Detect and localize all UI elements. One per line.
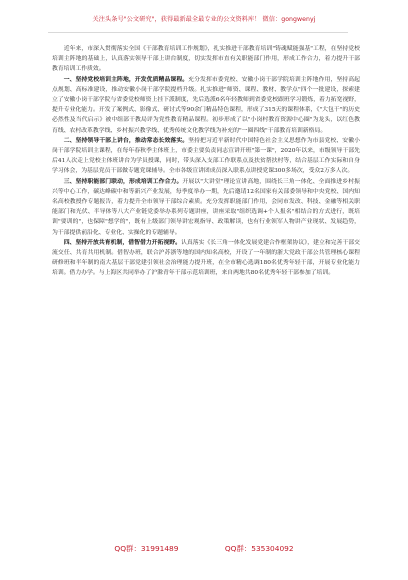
section-heading: 三、坚持职能部门联动，形成培训工作合力。 bbox=[63, 178, 183, 185]
header-divider bbox=[48, 32, 348, 33]
footer-contacts bbox=[0, 543, 408, 554]
footer-qq-group-1: QQ群：31991489 bbox=[114, 544, 179, 553]
paragraph-text: 开展以"大讲堂"理论宣讲高地，围绕长三角一体化、全面推进乡村振兴等中心工作，碳达峰碳中和等新兴产业发展，每季度举办一期，先后邀请12名国家有关部委领导和中央党校、国内知名高校教授作专题报告，着力提升全市领导干部综合素质。充分发挥职能部门作用，会同市发改、科技、金融等相关职能部门和光伏、半导体等八大产业链党委举办系列专题讲座，讲座采取"组织选调+个人报名"相结合的方式进行，既培训"要训的"，也保障"想学的"，既有上级部门领导讲宏观指导、政策解读，也有行业领军人物讲产业现状、发展趋势，为干部提供前沿化、专业化、实操化的专题辅导。 bbox=[52, 178, 361, 236]
paragraph-text: 坚持把习近平新时代中国特色社会主义思想作为市县党校、安徽小岗干部学院培训主课程，在每年春秋季主体班上，市委主要负责同志宣讲开班"第一课"，2020年以来，市级领导干部先后41人次走上党校主体班讲台为学员授课，同时，带头深入支部工作联系点及扶贫帮扶村等，结合基层工作实际和自身学习体会，为基层党员干部做专题党课辅导。全市各级宣讲团成员深入联系点讲授党课300多场次，受众2万多人次。 bbox=[52, 137, 360, 175]
paragraph-section-4 bbox=[52, 238, 360, 279]
paragraph-text: 充分发挥市委党校、安徽小岗干部学院培训主阵地作用，坚持高起点规划、高标准建设，推动安徽小岗干部学院提档升级。扎实推进"师资、课程、教材、教学点"四个一批建设，探索建立了安徽小岗干部学院与省委党校师资上挂下派制度，先后选派6名年轻教师到省委党校跟班学习锻炼，着力拓宽视野，提升专业化能力。开发了案例式、影像式、研讨式等90余门精品特色课程，形成了315天的课程体系，《"大包干"的历史必然性及当代启示》被中组部干教局评为党性教育精品课程。初步形成了以"小岗村教育资源中心圈"为龙头，以红色教育线、农村改革教学线、乡村振兴教学线、优秀传统文化教学线为补充的"一圈四线"干部教育培训新格局。 bbox=[52, 76, 360, 134]
paragraph-section-2 bbox=[52, 136, 360, 177]
paragraph-intro bbox=[52, 44, 360, 75]
section-heading: 二、坚持领导干部上讲台，推动常态长效落实。 bbox=[63, 137, 189, 144]
document-body bbox=[52, 44, 360, 279]
footer-qq-group-2: QQ群：535304092 bbox=[224, 544, 294, 553]
section-heading: 一、坚持党校培训主阵地，开发优质精品课程。 bbox=[63, 76, 189, 83]
header-banner: 关注头条号"公文研究"，获得最新最全最专业的公文资料库！ 微信：gongwenyj bbox=[92, 16, 316, 23]
paragraph-section-3 bbox=[52, 177, 360, 238]
section-heading: 四、坚持开放共育机制，借智借力开拓视野。 bbox=[63, 239, 182, 246]
paragraph-text: 近年来，市深入贯彻落实全国《干部教育培训工作规划》，扎实推进干部教育培训"铸魂赋能强基"工程，在坚持党校培训主阵地的基础上，认真落实领导干部上讲台制度，切实发挥市直有关职能部门作用，形成工作合力，着力提升干部教育培训工作质效。 bbox=[52, 46, 360, 73]
paragraph-text: 认真落实《长三角一体化发展党建合作框架协议》，建立和完善干部交流交任、共育共用机制。借智办班，联合沪苏浙等地的国内知名高校，开设了一年制的浙大党政干部公共管理核心课程研修班和半年制的南大基层干部党建引领社会治理能力提升班，在全市精心选调180名优秀年轻干部，开展专业化能力培训。借力办学。与上海区共同举办了沪滁青年干部示范培训班，来自两地共80名优秀年轻干部参加了培训。 bbox=[52, 239, 360, 277]
paragraph-section-1 bbox=[52, 75, 360, 136]
